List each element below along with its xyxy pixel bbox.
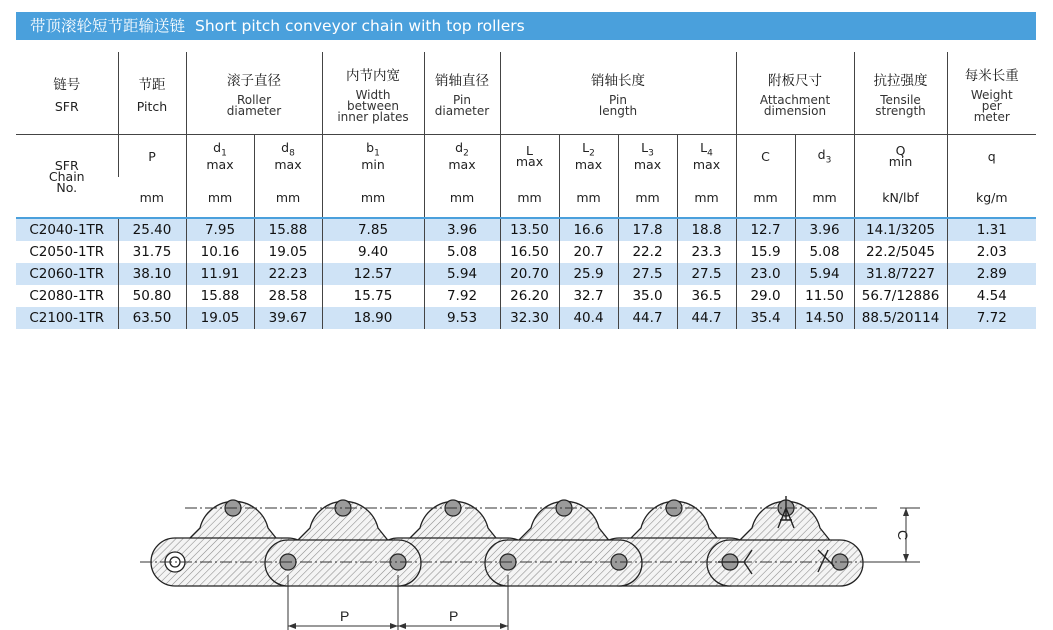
table-cell: 20.70 [500, 263, 559, 285]
table-cell: 32.30 [500, 307, 559, 329]
unit-d8: mm [254, 177, 322, 218]
pitch-label-2: P [449, 608, 459, 624]
table-cell: 23.3 [677, 241, 736, 263]
d1-symbol: $d_1$ max [186, 135, 254, 178]
col-roller-header: 滚子直径 Roller diameter [186, 52, 322, 135]
unit-d1: mm [186, 177, 254, 218]
table-cell: 17.8 [618, 219, 677, 241]
table-cell: 15.75 [322, 285, 424, 307]
table-cell: 22.2 [618, 241, 677, 263]
table-cell: 50.80 [118, 285, 186, 307]
header-row-symbols [16, 135, 1036, 178]
unit-d3: mm [795, 177, 854, 218]
table-cell: 19.05 [254, 241, 322, 263]
chain-diagram [0, 440, 1053, 630]
table-cell: 7.85 [322, 219, 424, 241]
table-cell: 11.50 [795, 285, 854, 307]
table-cell: 36.5 [677, 285, 736, 307]
table-cell: 3.96 [795, 219, 854, 241]
table-cell: 18.90 [322, 307, 424, 329]
table-cell: 31.75 [118, 241, 186, 263]
table-cell: 25.9 [559, 263, 618, 285]
table-cell: 16.6 [559, 219, 618, 241]
q-symbol: Q min [854, 135, 947, 178]
table-cell: 4.54 [947, 285, 1036, 307]
inner-link-plates [265, 540, 863, 586]
table-cell: 56.7/12886 [854, 285, 947, 307]
table-row [16, 307, 1036, 329]
table-cell: 20.7 [559, 241, 618, 263]
header-row-units [16, 177, 1036, 218]
table-cell: 28.58 [254, 285, 322, 307]
c-dimension [870, 508, 920, 562]
col-attach-header: 附板尺寸 Attachment dimension [736, 52, 854, 135]
table-cell: 7.72 [947, 307, 1036, 329]
table-cell: 5.94 [795, 263, 854, 285]
table-cell: 14.50 [795, 307, 854, 329]
table-cell: 12.7 [736, 219, 795, 241]
table-cell: C2060-1TR [16, 263, 118, 285]
table-cell: 35.4 [736, 307, 795, 329]
data-body [16, 219, 1036, 329]
chain-symbol-cell: SFR Chain No. [16, 135, 118, 219]
unit-l4: mm [677, 177, 736, 218]
table-cell: 23.0 [736, 263, 795, 285]
col-pitch-header: 节距 Pitch [118, 52, 186, 135]
c-symbol: C [736, 135, 795, 178]
b1-symbol: $b_1$ min [322, 135, 424, 178]
unit-pitch: mm [139, 189, 164, 205]
table-cell: 22.23 [254, 263, 322, 285]
table-cell: 2.03 [947, 241, 1036, 263]
table-cell: C2040-1TR [16, 219, 118, 241]
table-cell: 10.16 [186, 241, 254, 263]
table-cell: 5.08 [424, 241, 500, 263]
weight-symbol: q [947, 135, 1036, 178]
table-cell: C2050-1TR [16, 241, 118, 263]
unit-b1: mm [322, 177, 424, 218]
table-cell: 88.5/20114 [854, 307, 947, 329]
col-tensile-header: 抗拉强度 Tensile strength [854, 52, 947, 135]
table-row [16, 263, 1036, 285]
table-cell: 27.5 [677, 263, 736, 285]
table-title-bar [16, 12, 1036, 40]
l-symbol: L max [500, 135, 559, 178]
unit-tensile: kN/lbf [854, 177, 947, 218]
col-chain-header: 链号 SFR [53, 76, 81, 114]
table-row [16, 241, 1036, 263]
l2-symbol: $L_2$ max [559, 135, 618, 178]
d3-symbol: $d_3$ [795, 135, 854, 178]
unit-l: mm [500, 177, 559, 218]
table-cell: 27.5 [618, 263, 677, 285]
table-cell: 2.89 [947, 263, 1036, 285]
unit-c: mm [736, 177, 795, 218]
col-weight-header: 每米长重 Weight per meter [947, 52, 1036, 135]
table-cell: 22.2/5045 [854, 241, 947, 263]
table-row [16, 219, 1036, 241]
col-pin-dia-header: 销轴直径 Pin diameter [424, 52, 500, 135]
table-cell: 44.7 [618, 307, 677, 329]
l3-symbol: $L_3$ max [618, 135, 677, 178]
table-cell: 7.92 [424, 285, 500, 307]
table-cell: 29.0 [736, 285, 795, 307]
table-row [16, 285, 1036, 307]
table-cell: 3.96 [424, 219, 500, 241]
unit-weight: kg/m [947, 177, 1036, 218]
c-label: C [895, 529, 911, 541]
l4-symbol: $L_4$ max [677, 135, 736, 178]
table-cell: 38.10 [118, 263, 186, 285]
unit-d2: mm [424, 177, 500, 218]
table-cell: 9.53 [424, 307, 500, 329]
title-en: Short pitch conveyor chain with top rollers [195, 17, 525, 35]
table-cell: C2100-1TR [16, 307, 118, 329]
table-cell: 32.7 [559, 285, 618, 307]
table-cell: 11.91 [186, 263, 254, 285]
table-cell: 15.88 [254, 219, 322, 241]
unit-l2: mm [559, 177, 618, 218]
table-cell: 18.8 [677, 219, 736, 241]
table-cell: 15.9 [736, 241, 795, 263]
table-cell: 5.94 [424, 263, 500, 285]
attachment-plates [180, 486, 832, 543]
table-cell: 12.57 [322, 263, 424, 285]
table-cell: 9.40 [322, 241, 424, 263]
table-cell: 13.50 [500, 219, 559, 241]
table-cell: 1.31 [947, 219, 1036, 241]
table-cell: 14.1/3205 [854, 219, 947, 241]
table-cell: C2080-1TR [16, 285, 118, 307]
table-cell: 35.0 [618, 285, 677, 307]
pitch-symbol: P [118, 135, 186, 178]
table-cell: 15.88 [186, 285, 254, 307]
table-cell: 63.50 [118, 307, 186, 329]
header-row-names [16, 52, 1036, 135]
table-cell: 31.8/7227 [854, 263, 947, 285]
col-pin-len-header: 销轴长度 Pin length [500, 52, 736, 135]
pitch-label-1: P [340, 608, 350, 624]
spec-table [16, 52, 1036, 329]
table-cell: 25.40 [118, 219, 186, 241]
unit-l3: mm [618, 177, 677, 218]
col-width-header: 内节内宽 Width between inner plates [322, 52, 424, 135]
table-cell: 5.08 [795, 241, 854, 263]
table-cell: 44.7 [677, 307, 736, 329]
title-cn: 带顶滚轮短节距输送链 [30, 17, 186, 35]
table-cell: 26.20 [500, 285, 559, 307]
table-cell: 19.05 [186, 307, 254, 329]
table-cell: 39.67 [254, 307, 322, 329]
table-cell: 16.50 [500, 241, 559, 263]
d2-symbol: $d_2$ max [424, 135, 500, 178]
table-cell: 40.4 [559, 307, 618, 329]
table-cell: 7.95 [186, 219, 254, 241]
d8-symbol: $d_8$ max [254, 135, 322, 178]
